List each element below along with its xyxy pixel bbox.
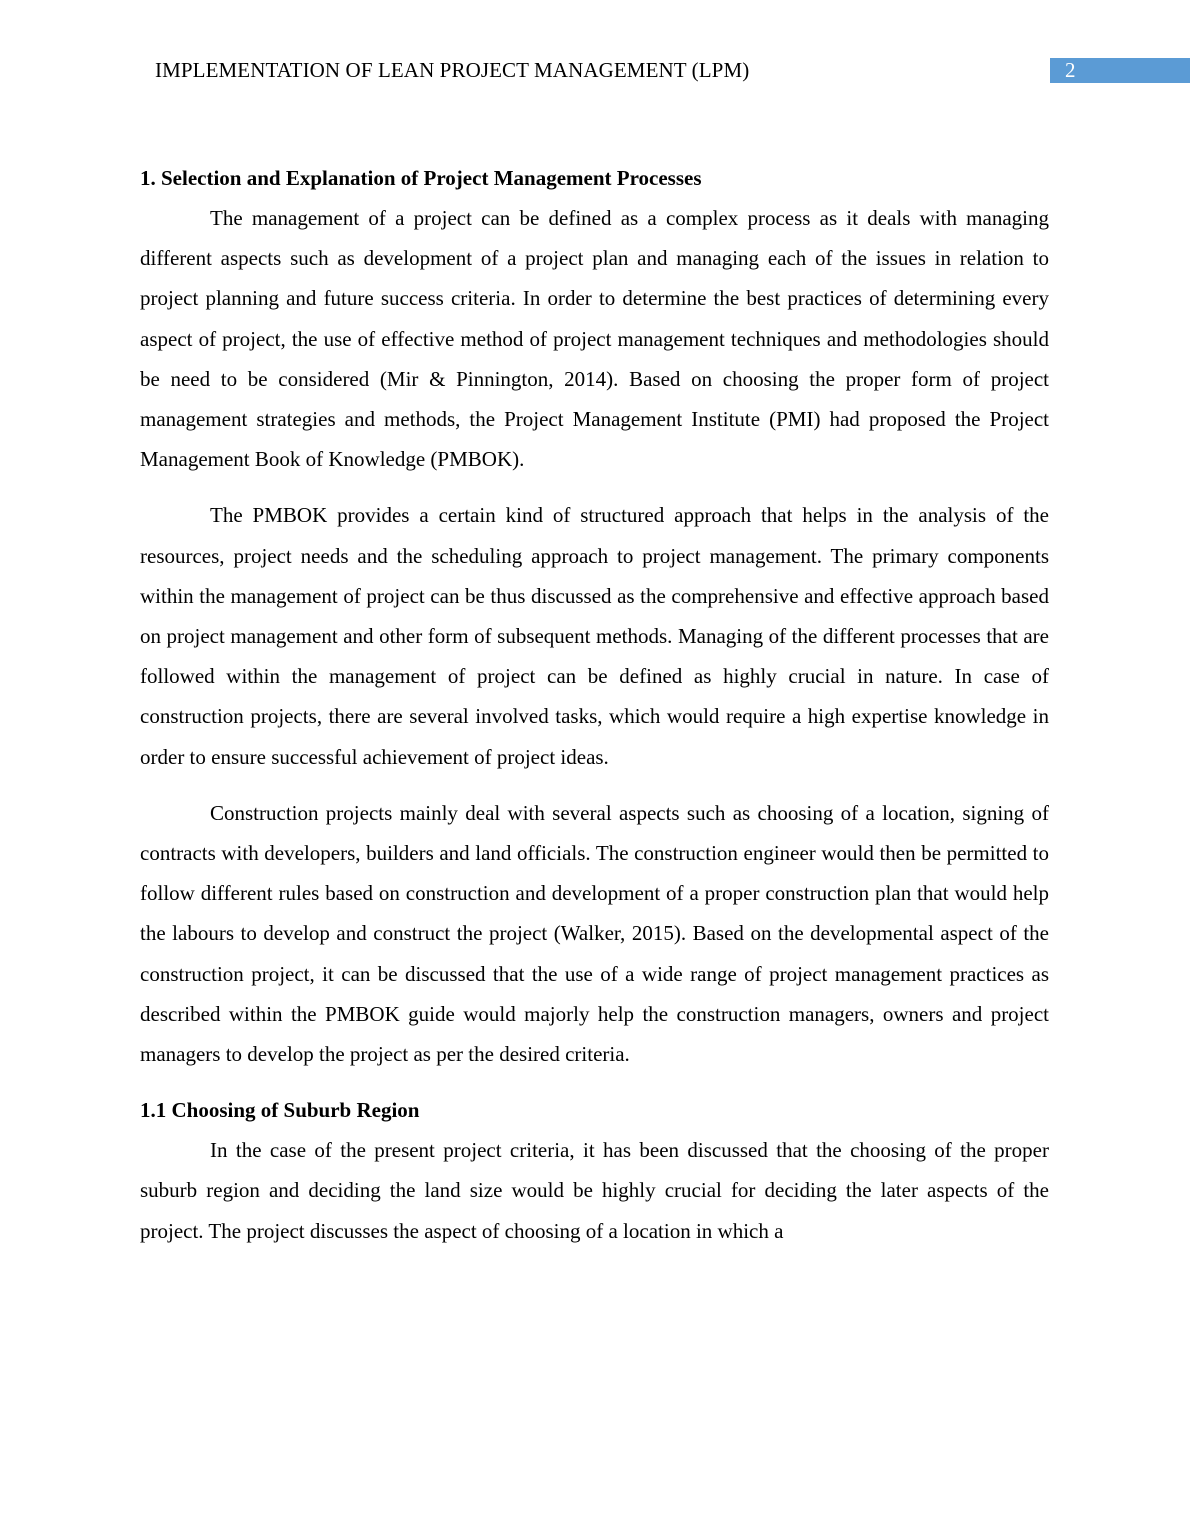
section-heading-1: 1. Selection and Explanation of Project Management Processes: [140, 166, 702, 190]
paragraph: The management of a project can be defined as a complex process as it deals with managing different aspects such as development of a project plan and managing each of the issues in relation to project planning and future success criteria. In order to determine the best practices of determining every aspect of project, the use of effective method of project management techniques and methodologies should be need to be considered (Mir & Pinnington, 2014). Based on choosing the proper form of project management strategies and methods, the Project Management Institute (PMI) had proposed the Project Management Book of Knowledge (PMBOK).: [140, 206, 1049, 472]
page-number: 2: [1065, 58, 1076, 82]
paragraph: Construction projects mainly deal with several aspects such as choosing of a location, signing of contracts with developers, builders and land officials. The construction engineer would then be permitted to follow different rules based on construction and development of a proper construction plan that would help the labours to develop and construct the project (Walker, 2015). Based on the developmental aspect of the construction project, it can be discussed that the use of a wide range of project management practices as described within the PMBOK guide would majorly help the construction managers, owners and project managers to develop the project as per the desired criteria.: [140, 800, 1049, 1067]
running-header-title: IMPLEMENTATION OF LEAN PROJECT MANAGEMENT (LPM): [155, 58, 750, 82]
section-heading-1-1: 1.1 Choosing of Suburb Region: [140, 1098, 420, 1123]
document-body: [140, 158, 1049, 1251]
paragraph: The PMBOK provides a certain kind of structured approach that helps in the analysis of the resources, project needs and the scheduling approach to project management. The primary components within the management of project can be thus discussed as the comprehensive and effective approach based on project management and other form of subsequent methods. Managing of the different processes that are followed within the management of project can be defined as highly crucial in nature. In case of construction projects, there are several involved tasks, which would require a high expertise knowledge in order to ensure successful achievement of project ideas.: [140, 503, 1049, 769]
page-number-bar: [1050, 58, 1190, 83]
paragraph: In the case of the present project criteria, it has been discussed that the choosing of the proper suburb region and deciding the land size would be highly crucial for deciding the later aspects of the project. The project discusses the aspect of choosing of a location in which a: [140, 1138, 1049, 1243]
